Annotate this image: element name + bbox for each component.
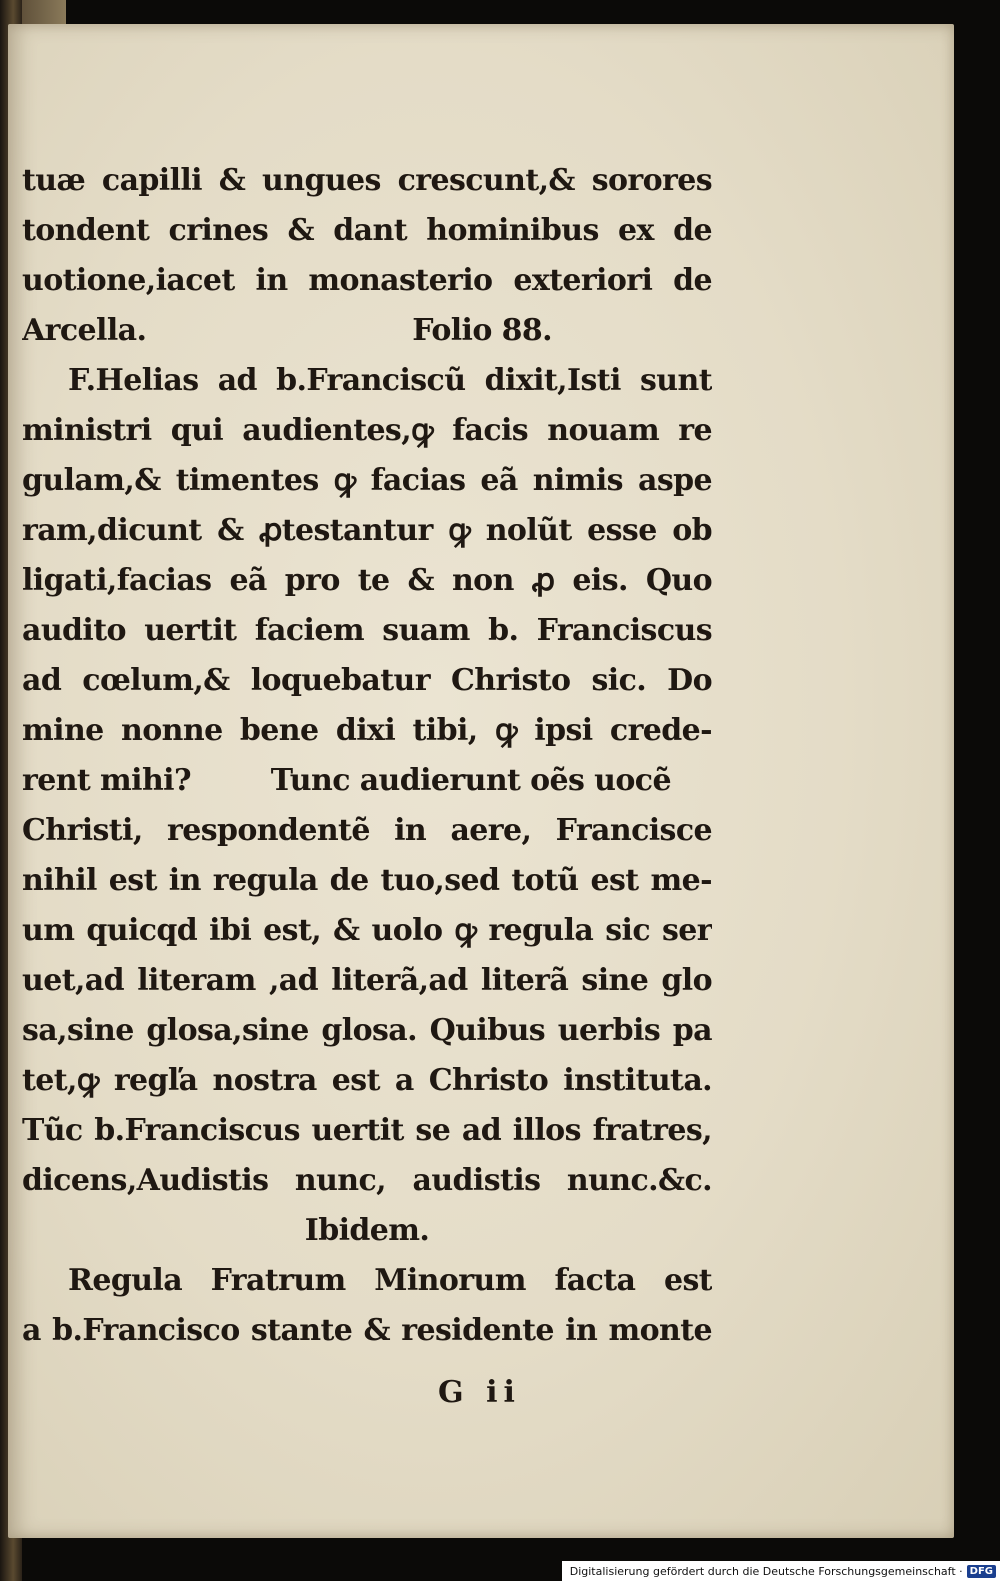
- digitization-footer: [562, 1561, 1000, 1581]
- text-line: uet,ad literam ,ad literã,ad literã sine glo: [22, 963, 712, 998]
- text-line: Regula Fratrum Minorum facta est: [68, 1263, 712, 1298]
- text-fragment: Tunc audierunt oẽs uocẽ: [270, 763, 671, 798]
- text-line: uotione,iacet in monasterio exteriori de: [22, 263, 712, 298]
- text-line: a b.Francisco stante & residente in monte: [22, 1313, 712, 1348]
- text-line: gulam,& timentes ꝙ facias eã nimis aspe: [22, 463, 712, 498]
- text-line: mine nonne bene dixi tibi, ꝙ ipsi crede-: [22, 713, 712, 748]
- book-page: [8, 24, 954, 1538]
- text-line: tondent crines & dant hominibus ex de: [22, 213, 712, 248]
- signature-mark: G ii: [438, 1375, 521, 1410]
- text-line: Tũc b.Franciscus uertit se ad illos fratres,: [22, 1113, 712, 1148]
- text-line: sa,sine glosa,sine glosa. Quibus uerbis pa: [22, 1013, 712, 1048]
- text-line: um quicqd ibi est, & uolo ꝙ regula sic ser: [22, 913, 712, 948]
- text-line: ministri qui audientes,ꝙ facis nouam re: [22, 413, 712, 448]
- folio-heading: [22, 306, 552, 356]
- dfg-logo: DFG: [967, 1565, 996, 1578]
- text-line: nihil est in regula de tuo,sed totũ est me-: [22, 863, 712, 898]
- text-line: tet,ꝙ regľa nostra est a Christo instituta.: [22, 1063, 712, 1098]
- text-fragment: rent mihi?: [22, 763, 191, 798]
- section-heading: Ibidem.: [304, 1213, 430, 1248]
- page-text: [22, 156, 712, 1356]
- text-line: ram,dicunt & ꝓtestantur ꝙ nolũt esse ob: [22, 513, 712, 548]
- text-line-split: [22, 756, 712, 806]
- text-line: tuæ capilli & ungues crescunt,& sorores: [22, 163, 712, 198]
- text-line: Christi, respondentẽ in aere, Francisce: [22, 813, 712, 848]
- arcella-label: Arcella.: [22, 313, 147, 348]
- text-line: audito uertit faciem suam b. Franciscus: [22, 613, 712, 648]
- text-line: ad cœlum,& loquebatur Christo sic. Do: [22, 663, 712, 698]
- text-line: dicens,Audistis nunc, audistis nunc.&c.: [22, 1163, 712, 1198]
- text-line: ligati,facias eã pro te & non ꝓ eis. Quo: [22, 563, 712, 598]
- folio-number: Folio 88.: [412, 313, 552, 348]
- folio-heading-line: [22, 306, 712, 356]
- text-line: F.Helias ad b.Franciscũ dixit,Isti sunt: [68, 363, 712, 398]
- funding-credit: Digitalisierung gefördert durch die Deutsche Forschungsgemeinschaft ·: [569, 1564, 963, 1578]
